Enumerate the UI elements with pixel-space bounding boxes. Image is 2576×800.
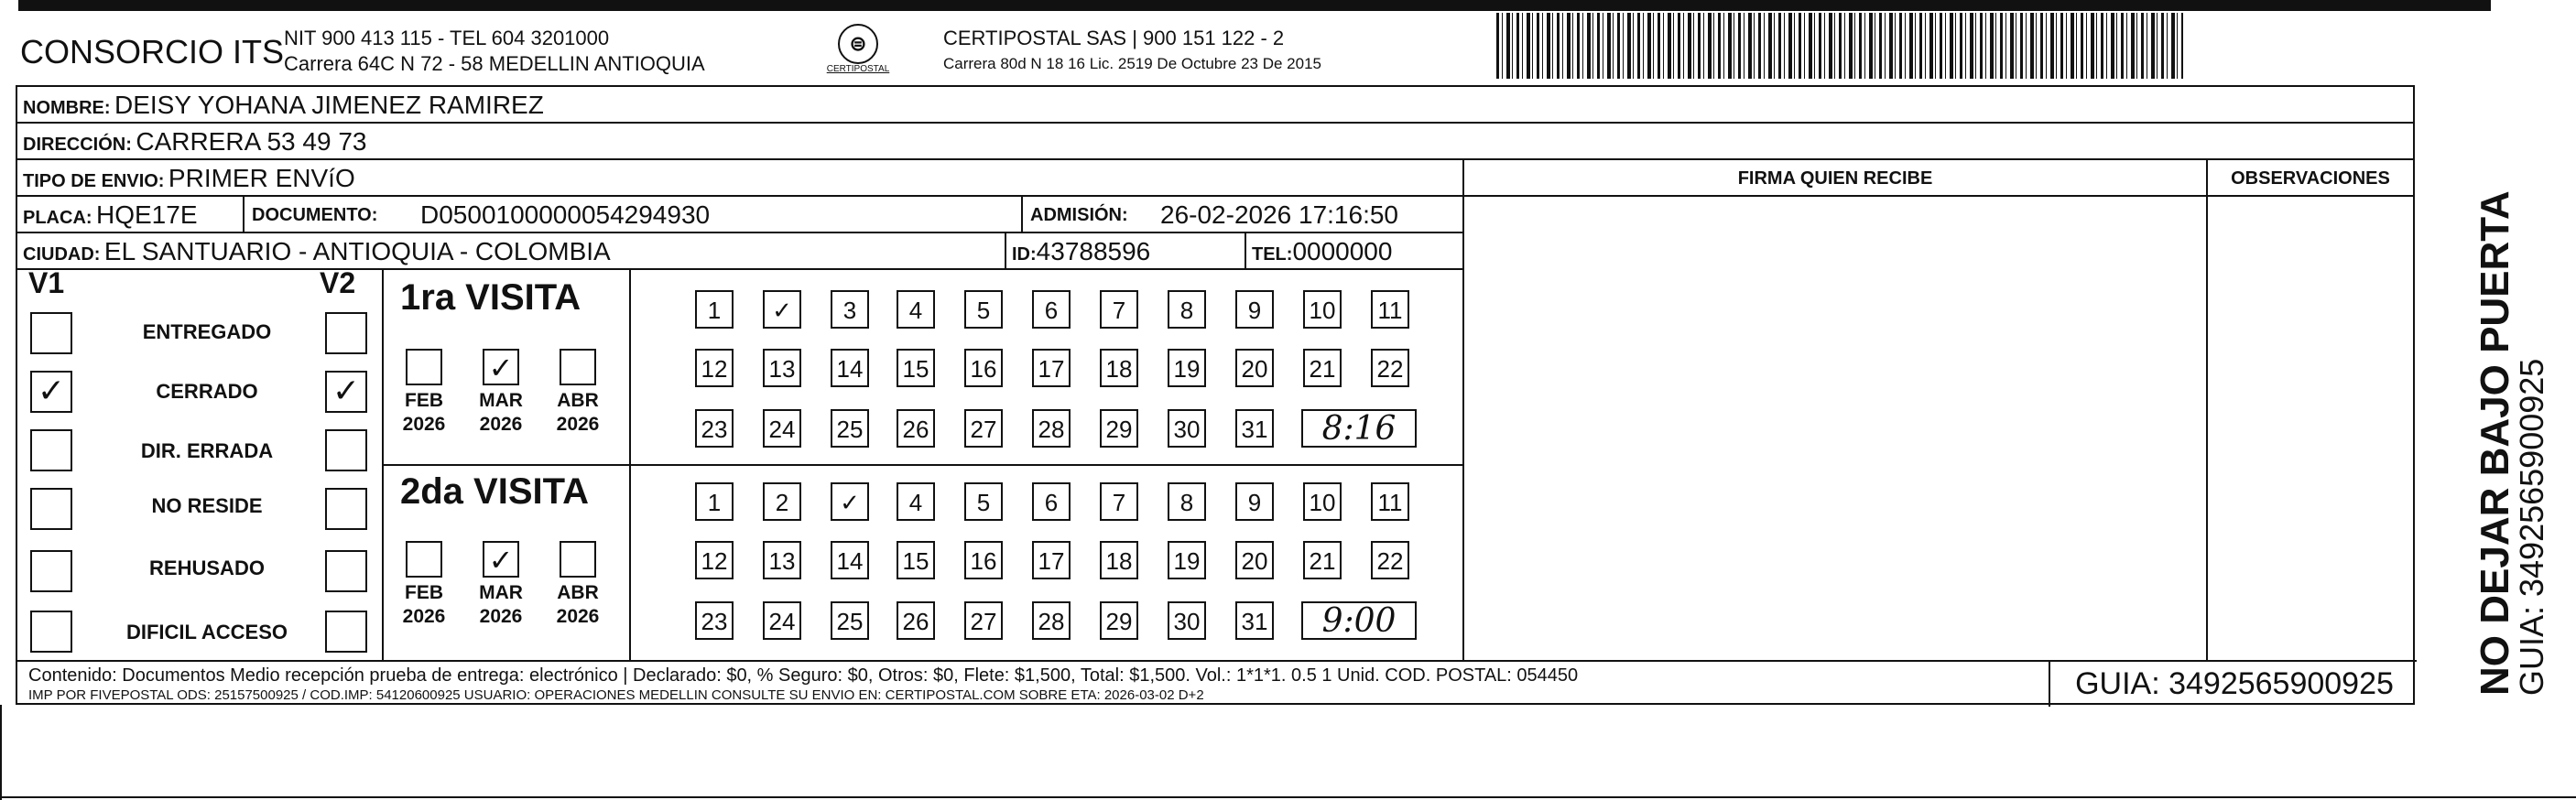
visit1-day-2[interactable]: ✓ [763,290,801,329]
tel-label: TEL: [1252,244,1293,265]
month-label: ABR [557,390,599,411]
admision-value: 26-02-2026 17:16:50 [1160,200,1398,229]
status-option-rehusado: REHUSADO [149,557,265,579]
visit2-day-19[interactable]: 19 [1168,541,1206,579]
visit1-day-14[interactable]: 14 [831,349,869,387]
visit1-month-mar [473,389,528,437]
visit2-day-10[interactable]: 10 [1303,482,1342,521]
cut-line-vertical [0,705,2,800]
brand-name: CONSORCIO ITS [20,33,285,70]
id-field [1012,233,1150,275]
nombre-value: DEISY YOHANA JIMENEZ RAMIREZ [114,91,544,119]
visit2-day-22[interactable]: 22 [1371,541,1409,579]
nombre-row [17,87,2413,124]
visit1-hour[interactable]: 8:16 [1301,409,1417,448]
v2-dificil-acceso-checkbox[interactable] [325,611,367,653]
visit2-day-11[interactable]: 11 [1371,482,1409,521]
visit2-day-26[interactable]: 26 [897,601,935,640]
tipo-label: TIPO DE ENVIO: [23,171,165,191]
month-year: 2026 [479,606,523,627]
visit1-day-12[interactable]: 12 [695,349,734,387]
observations-area[interactable] [2208,197,2413,660]
brand-address: Carrera 64C N 72 - 58 MEDELLIN ANTIOQUIA [284,52,705,75]
placa-row [17,197,1462,233]
courier-address: Carrera 80d N 18 16 Lic. 2519 De Octubre 23 De 2015 [943,55,1321,72]
visit2-day-5[interactable]: 5 [964,482,1003,521]
v1-entregado-checkbox[interactable] [30,312,72,354]
visit2-day-6[interactable]: 6 [1032,482,1071,521]
visit1-day-16[interactable]: 16 [964,349,1003,387]
id-value: 43788596 [1036,237,1151,265]
visit2-day-9[interactable]: 9 [1235,482,1274,521]
footer-content-line: Contenido: Documentos Medio recepción prueba de entrega: electrónico | Declarado: $0, % Seguro: $0, Otros: $0, Flete: $1,500, Total: $1,500. Vol.: 1*1*1. 0.5 1 Unid. COD. POSTAL: 054450 [28,665,1579,686]
visit2-day-29[interactable]: 29 [1100,601,1138,640]
nit-line: NIT 900 413 115 - TEL 604 3201000 [284,27,610,49]
visit1-day-22[interactable]: 22 [1371,349,1409,387]
v1-cerrado-checkbox[interactable]: ✓ [30,371,72,413]
visit1-feb-checkbox[interactable] [406,349,442,385]
v2-cerrado-checkbox[interactable]: ✓ [325,371,367,413]
v2-entregado-checkbox[interactable] [325,312,367,354]
visit2-day-28[interactable]: 28 [1032,601,1071,640]
logo-icon: ⊜ [838,24,878,64]
visit1-title: 1ra VISITA [400,277,582,318]
delivery-form [16,85,2415,705]
tipo-row [17,160,1462,197]
brand-info [284,26,705,77]
barcode [1496,13,2183,79]
visit2-month-abr [550,581,605,629]
visit1-day-26[interactable]: 26 [897,409,935,448]
visit2-day-20[interactable]: 20 [1235,541,1274,579]
visit1-day-23[interactable]: 23 [695,409,734,448]
visit1-day-28[interactable]: 28 [1032,409,1071,448]
visit1-day-6[interactable]: 6 [1032,290,1071,329]
ciudad-row [17,233,1462,270]
placa-label: PLACA: [23,208,92,228]
cut-line-horizontal [0,796,2576,798]
month-label: MAR [479,582,523,603]
month-label: MAR [479,390,523,411]
id-divider [1245,233,1246,270]
v2-label: V2 [320,266,356,299]
visit1-month-feb [397,389,451,437]
visit2-day-23[interactable]: 23 [695,601,734,640]
status-option-entregado: ENTREGADO [142,320,272,343]
top-edge-band [18,0,2491,11]
visit1-day-29[interactable]: 29 [1100,409,1138,448]
visit2-month-mar [473,581,528,629]
visit2-hour[interactable]: 9:00 [1301,601,1417,640]
visit1-day-13[interactable]: 13 [763,349,801,387]
v2-dir-errada-checkbox[interactable] [325,429,367,471]
visit2-day-12[interactable]: 12 [695,541,734,579]
visit2-day-17[interactable]: 17 [1032,541,1071,579]
visit2-day-30[interactable]: 30 [1168,601,1206,640]
admision-label: ADMISIÓN: [1030,205,1128,225]
status-option-no-reside: NO RESIDE [151,494,263,517]
visit2-day-24[interactable]: 24 [763,601,801,640]
documento-label: DOCUMENTO: [252,205,378,225]
direccion-value: CARRERA 53 49 73 [136,127,367,156]
logo-caption: CERTIPOSTAL [826,64,890,74]
v2-no-reside-checkbox[interactable] [325,488,367,530]
id-label: ID: [1012,244,1037,265]
ciudad-label: CIUDAD: [23,244,101,265]
side-guia: GUIA: 3492565900925 [2513,358,2550,696]
visit1-day-4[interactable]: 4 [897,290,935,329]
month-label: FEB [405,390,443,411]
v1-dir-errada-checkbox[interactable] [30,429,72,471]
courier-info [943,26,1321,77]
visit1-day-7[interactable]: 7 [1100,290,1138,329]
visit1-mar-checkbox[interactable]: ✓ [483,349,519,385]
visit1-day-5[interactable]: 5 [964,290,1003,329]
visit2-feb-checkbox[interactable] [406,541,442,578]
visit1-day-20[interactable]: 20 [1235,349,1274,387]
month-label: ABR [557,582,599,603]
visit1-day-17[interactable]: 17 [1032,349,1071,387]
visit1-day-3[interactable]: 3 [831,290,869,329]
visit1-day-8[interactable]: 8 [1168,290,1206,329]
form-footer [17,660,2417,707]
visit2-day-18[interactable]: 18 [1100,541,1138,579]
footer-guia: GUIA: 3492565900925 [2049,662,2418,707]
visit2-day-3[interactable]: ✓ [831,482,869,521]
visit1-day-15[interactable]: 15 [897,349,935,387]
placa-divider [243,197,245,233]
signature-area[interactable] [1464,197,2206,660]
visit2-day-16[interactable]: 16 [964,541,1003,579]
visit2-day-27[interactable]: 27 [964,601,1003,640]
month-year: 2026 [402,414,446,435]
visit1-month-abr [550,389,605,437]
month-year: 2026 [402,606,446,627]
firma-header: FIRMA QUIEN RECIBE [1464,160,2206,197]
v1-no-reside-checkbox[interactable] [30,488,72,530]
visit2-day-15[interactable]: 15 [897,541,935,579]
visit1-day-24[interactable]: 24 [763,409,801,448]
observaciones-header: OBSERVACIONES [2208,160,2413,197]
visit1-day-10[interactable]: 10 [1303,290,1342,329]
visit1-day-19[interactable]: 19 [1168,349,1206,387]
v1-rehusado-checkbox[interactable] [30,550,72,592]
visit1-day-27[interactable]: 27 [964,409,1003,448]
placa-value: HQE17E [96,200,198,229]
visit1-day-1[interactable]: 1 [695,290,734,329]
visit2-day-14[interactable]: 14 [831,541,869,579]
documento-value: D0500100000054294930 [420,200,711,229]
visit2-month-feb [397,581,451,629]
v1-dificil-acceso-checkbox[interactable] [30,611,72,653]
visit1-day-11[interactable]: 11 [1371,290,1409,329]
visit2-day-7[interactable]: 7 [1100,482,1138,521]
visit-separator [382,464,1462,466]
visit1-day-30[interactable]: 30 [1168,409,1206,448]
visit2-day-13[interactable]: 13 [763,541,801,579]
visit1-day-21[interactable]: 21 [1303,349,1342,387]
courier-line: CERTIPOSTAL SAS | 900 151 122 - 2 [943,27,1285,49]
month-label: FEB [405,582,443,603]
v1-label: V1 [28,266,65,299]
direccion-row [17,124,2413,160]
month-year: 2026 [556,606,600,627]
tel-value: 0000000 [1292,237,1393,265]
visit2-abr-checkbox[interactable] [560,541,596,578]
ciudad-divider [1005,233,1006,270]
footer-print-line: IMP POR FIVEPOSTAL ODS: 25157500925 / COD.IMP: 54120600925 USUARIO: OPERACIONES MEDELLIN CONSULTE SU ENVIO EN: CERTIPOSTAL.COM SOBRE ETA: 2026-03-02 D+2 [28,687,1204,703]
visit2-day-1[interactable]: 1 [695,482,734,521]
certipostal-logo [822,24,894,74]
visit2-title: 2da VISITA [400,471,589,512]
visit1-day-18[interactable]: 18 [1100,349,1138,387]
visit2-day-25[interactable]: 25 [831,601,869,640]
status-option-cerrado: CERRADO [156,380,258,403]
visit2-mar-checkbox[interactable]: ✓ [483,541,519,578]
side-warning: NO DEJAR BAJO PUERTA [2473,190,2517,696]
visit2-day-8[interactable]: 8 [1168,482,1206,521]
status-option-dificil-acceso: DIFICIL ACCESO [125,621,288,643]
visit2-day-4[interactable]: 4 [897,482,935,521]
visit1-day-9[interactable]: 9 [1235,290,1274,329]
documento-divider [1021,197,1023,233]
visit2-day-31[interactable]: 31 [1235,601,1274,640]
nombre-label: NOMBRE: [23,98,111,118]
visit1-day-25[interactable]: 25 [831,409,869,448]
tipo-value: PRIMER ENVíO [168,164,355,192]
visit1-abr-checkbox[interactable] [560,349,596,385]
month-year: 2026 [479,414,523,435]
visit2-day-21[interactable]: 21 [1303,541,1342,579]
direccion-label: DIRECCIÓN: [23,135,132,155]
ciudad-value: EL SANTUARIO - ANTIOQUIA - COLOMBIA [103,237,611,265]
visit1-day-31[interactable]: 31 [1235,409,1274,448]
tel-field [1252,233,1392,275]
status-option-dir-errada: DIR. ERRADA [140,439,274,462]
month-year: 2026 [556,414,600,435]
v2-rehusado-checkbox[interactable] [325,550,367,592]
visit2-day-2[interactable]: 2 [763,482,801,521]
